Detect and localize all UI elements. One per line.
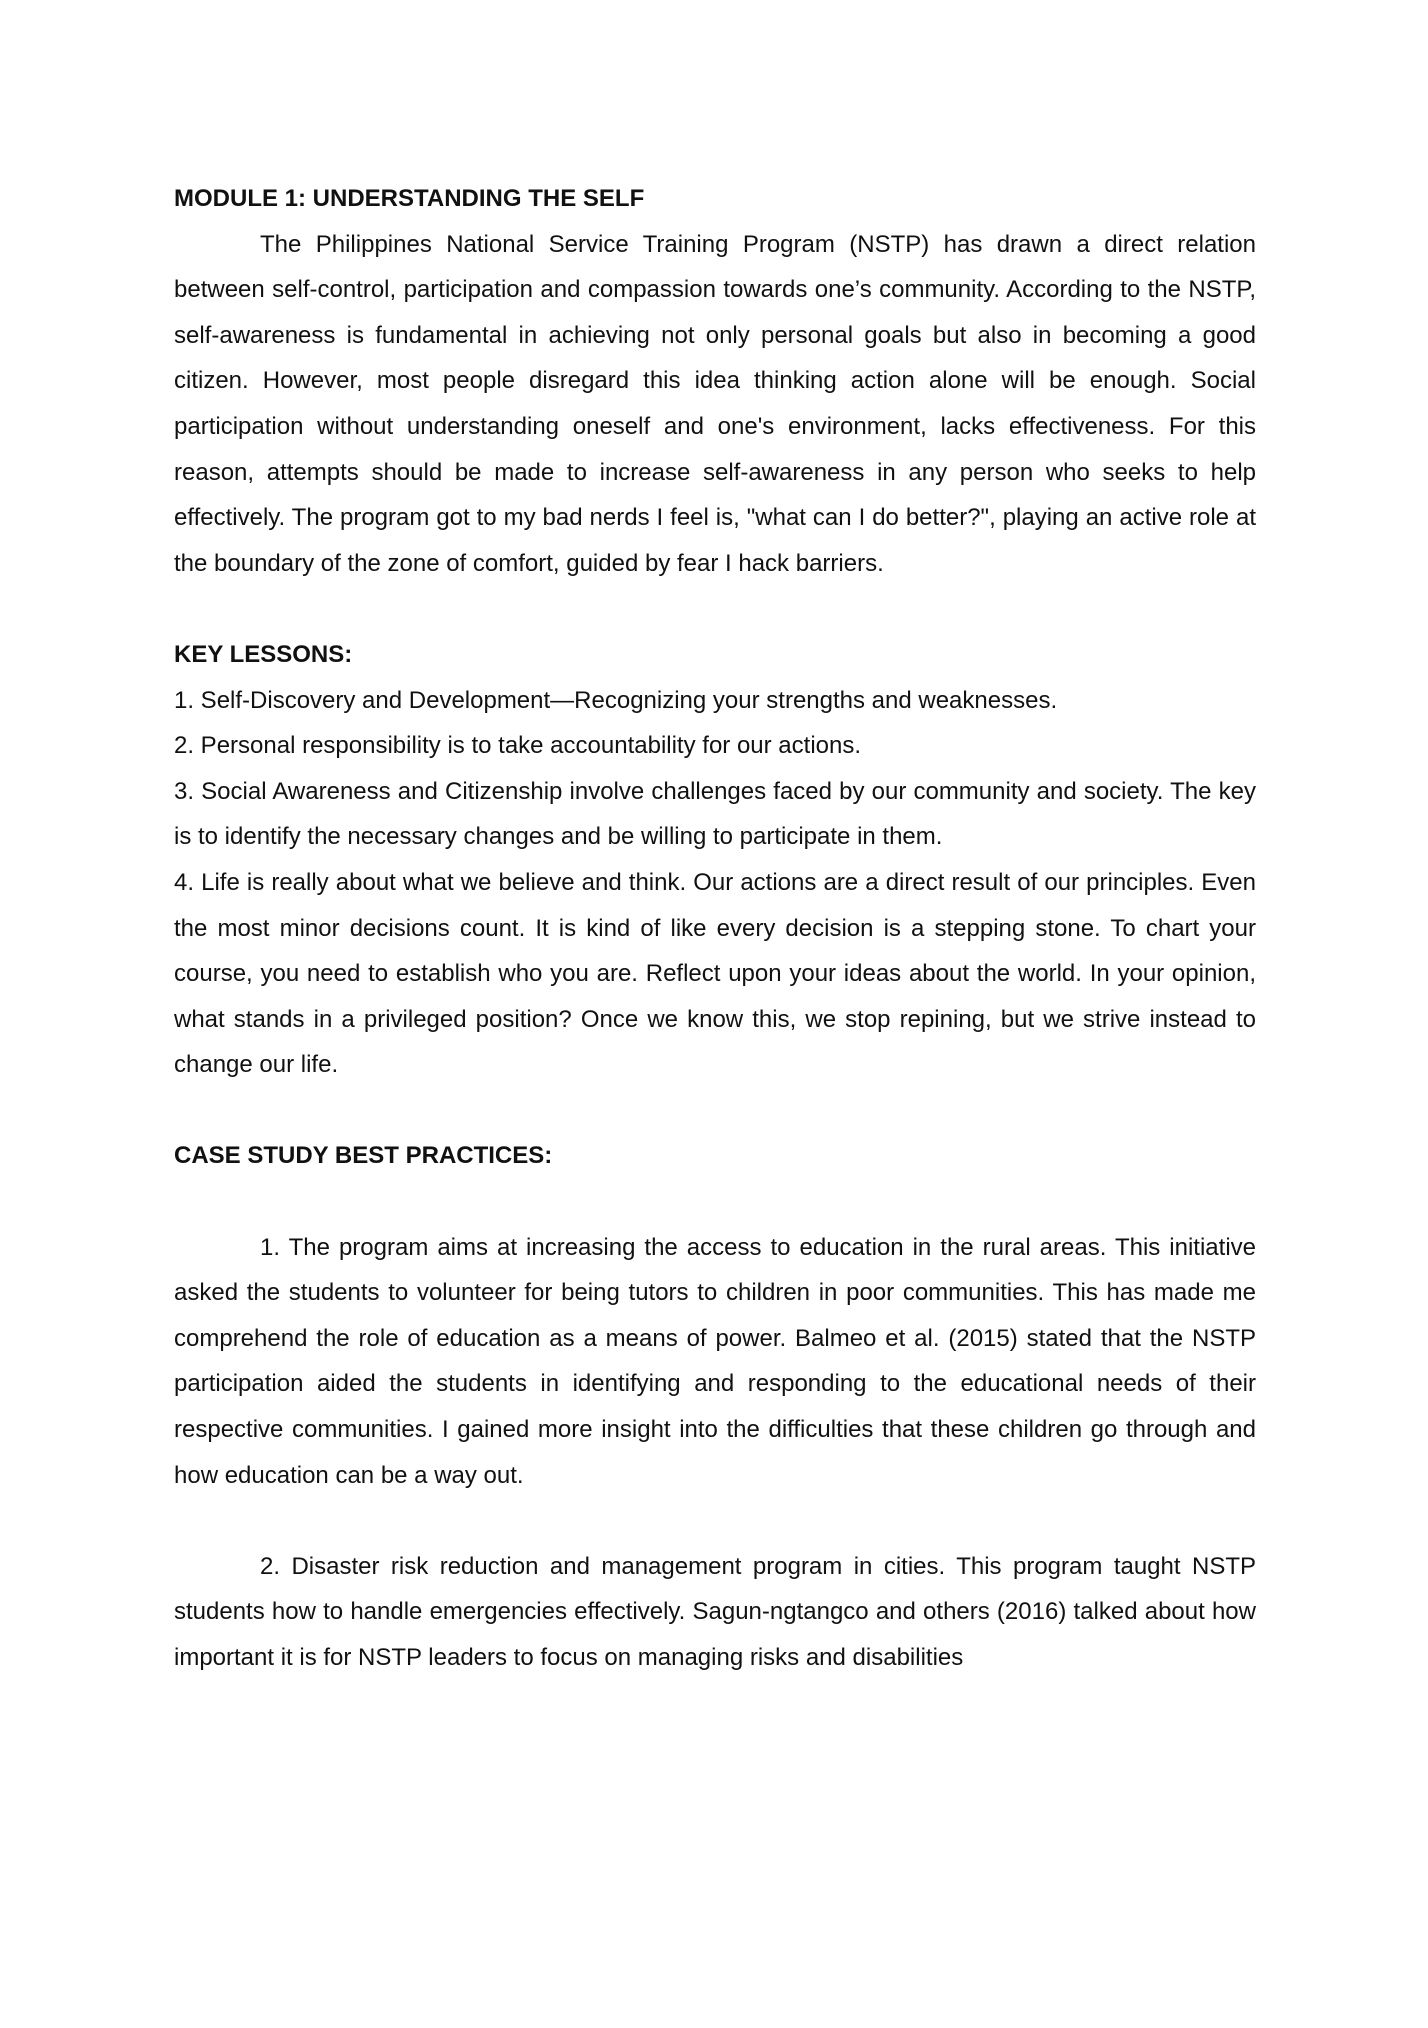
key-lessons-heading: KEY LESSONS:: [174, 640, 353, 668]
case-study-heading: CASE STUDY BEST PRACTICES:: [174, 1142, 553, 1170]
spacer: [174, 1179, 1256, 1225]
module-title: MODULE 1: UNDERSTANDING THE SELF: [174, 185, 645, 212]
key-lesson-item: 1. Self-Discovery and Development—Recognizing your strengths and weaknesses.: [174, 686, 1058, 714]
spacer: [174, 586, 1256, 632]
key-lesson-item: 3. Social Awareness and Citizenship involve challenges faced by our community and society. The key is to identify the necessary changes and be willing to participate in them.: [174, 777, 1256, 851]
key-lesson-item: 2. Personal responsibility is to take accountability for our actions.: [174, 732, 862, 760]
case-study-item: 2. Disaster risk reduction and management program in cities. This program taught NSTP students how to handle emergencies effectively. Sagun-ngtangco and others (2016) talked about how important it is for NSTP leaders to focus on managing risks and disabilities: [174, 1552, 1256, 1671]
document-page: [174, 176, 1256, 1681]
spacer: [174, 1498, 1256, 1544]
intro-paragraph: The Philippines National Service Training Program (NSTP) has drawn a direct relation between self-control, participation and compassion towards one’s community. According to the NSTP, self-awareness is fundamental in achieving not only personal goals but also in becoming a good citizen. However, most people disregard this idea thinking action alone will be enough. Social participation without understanding oneself and one's environment, lacks effectiveness. For this reason, attempts should be made to increase self-awareness in any person who seeks to help effectively. The program got to my bad nerds I feel is, "what can I do better?", playing an active role at the boundary of the zone of comfort, guided by fear I hack barriers.: [174, 230, 1256, 577]
key-lesson-item: 4. Life is really about what we believe and think. Our actions are a direct result of our principles. Even the most minor decisions count. It is kind of like every decision is a stepping stone. To chart your course, you need to establish who you are. Reflect upon your ideas about the world. In your opinion, what stands in a privileged position? Once we know this, we stop repining, but we strive instead to change our life.: [174, 868, 1256, 1079]
case-study-item: 1. The program aims at increasing the access to education in the rural areas. This initiative asked the students to volunteer for being tutors to children in poor communities. This has made me comprehend the role of education as a means of power. Balmeo et al. (2015) stated that the NSTP participation aided the students in identifying and responding to the educational needs of their respective communities. I gained more insight into the difficulties that these children go through and how education can be a way out.: [174, 1233, 1256, 1489]
spacer: [174, 1088, 1256, 1134]
